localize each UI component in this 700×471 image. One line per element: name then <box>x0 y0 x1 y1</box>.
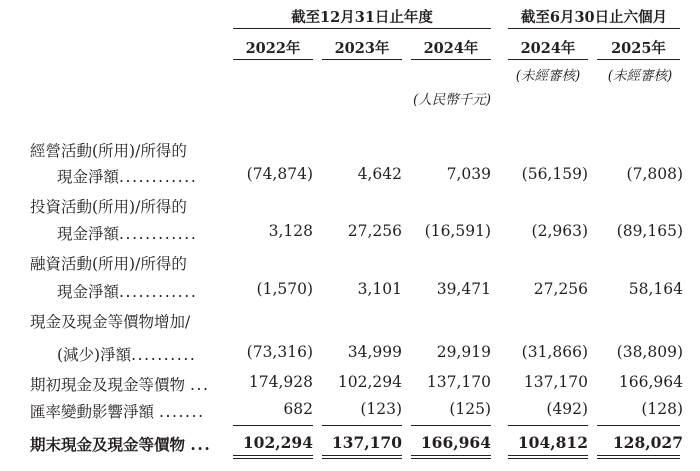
total-double-rule-2025-h1 <box>597 455 680 459</box>
row-label-closing-cash: 期末現金及現金等價物 ... <box>30 435 212 454</box>
total-top-rule-2022 <box>233 425 313 426</box>
value-operating-2022: (74,874) <box>246 165 313 183</box>
value-investing-2024-h1: (2,963) <box>531 222 588 240</box>
value-financing-2022: (1,570) <box>256 280 313 298</box>
value-fx-effect-2024-h1: (492) <box>546 400 588 418</box>
row-label-net-change: 現金及現金等價物增加/ <box>30 313 191 331</box>
year-header-2023: 2023年 <box>334 40 390 57</box>
value-investing-2023: 27,256 <box>347 222 402 240</box>
value-financing-2024-h1: 27,256 <box>533 280 588 298</box>
value-net-change-2024: 29,919 <box>436 343 491 361</box>
total-top-rule-2024 <box>411 425 491 426</box>
value-net-change-2022: (73,316) <box>246 343 313 361</box>
value-financing-2023: 3,101 <box>357 280 402 298</box>
value-investing-2022: 3,128 <box>268 222 313 240</box>
row-label-operating-line2: 現金淨額............ <box>57 168 198 186</box>
value-opening-cash-2023: 102,294 <box>337 373 402 391</box>
value-investing-2024: (16,591) <box>424 222 491 240</box>
value-fx-effect-2025-h1: (128) <box>641 400 683 418</box>
total-double-rule-2024-h1 <box>508 455 588 459</box>
year-header-2024-h1: 2024年 <box>520 40 576 57</box>
value-closing-cash-2024: 166,964 <box>420 433 491 452</box>
value-net-change-2025-h1: (38,809) <box>616 343 683 361</box>
row-label-investing: 投資活動(所用)/所得的 <box>30 198 187 216</box>
row-label-operating: 經營活動(所用)/所得的 <box>30 142 187 160</box>
total-top-rule-2025-h1 <box>597 425 680 426</box>
value-financing-2024: 39,471 <box>436 280 491 298</box>
year-header-2025-h1: 2025年 <box>611 40 666 57</box>
value-opening-cash-2024: 137,170 <box>426 373 491 391</box>
value-operating-2024: 7,039 <box>446 165 491 183</box>
value-operating-2025-h1: (7,808) <box>626 165 683 183</box>
year-header-2024: 2024年 <box>423 40 479 57</box>
header-group-annual: 截至12月31日止年度 <box>291 9 433 26</box>
total-top-rule-2024-h1 <box>508 425 588 426</box>
total-double-rule-2023 <box>322 455 402 459</box>
row-label-fx-effect: 匯率變動影響淨額 ....... <box>30 403 205 421</box>
value-closing-cash-2023: 137,170 <box>331 433 402 452</box>
value-operating-2024-h1: (56,159) <box>521 165 588 183</box>
year-rule-2024 <box>411 59 491 60</box>
value-investing-2025-h1: (89,165) <box>616 222 683 240</box>
value-net-change-2023: 34,999 <box>347 343 402 361</box>
header-group-half-year: 截至6月30日止六個月 <box>520 9 668 26</box>
unaudited-note-2024: (未經審核) <box>515 68 581 84</box>
row-label-financing-line2: 現金淨額............ <box>57 283 198 301</box>
value-opening-cash-2024-h1: 137,170 <box>523 373 588 391</box>
value-fx-effect-2022: 682 <box>283 400 313 418</box>
value-financing-2025-h1: 58,164 <box>628 280 683 298</box>
value-fx-effect-2023: (123) <box>360 400 402 418</box>
header-group-annual-rule <box>233 28 491 29</box>
value-fx-effect-2024: (125) <box>449 400 491 418</box>
value-net-change-2024-h1: (31,866) <box>521 343 588 361</box>
year-rule-2025-h1 <box>597 59 680 60</box>
unit-label: (人民幣千元) <box>412 92 491 108</box>
value-opening-cash-2022: 174,928 <box>248 373 313 391</box>
row-label-net-change-line2: (減少)淨額.......... <box>57 346 197 364</box>
year-header-2022: 2022年 <box>245 40 301 57</box>
value-closing-cash-2024-h1: 104,812 <box>517 433 588 452</box>
value-operating-2023: 4,642 <box>357 165 402 183</box>
row-label-financing: 融資活動(所用)/所得的 <box>30 255 187 273</box>
row-label-investing-line2: 現金淨額............ <box>57 225 198 243</box>
total-double-rule-2022 <box>233 455 313 459</box>
year-rule-2023 <box>322 59 402 60</box>
total-double-rule-2024 <box>411 455 491 459</box>
year-rule-2022 <box>233 59 313 60</box>
value-opening-cash-2025-h1: 166,964 <box>618 373 683 391</box>
row-label-opening-cash: 期初現金及現金等價物 ... <box>30 376 210 394</box>
value-closing-cash-2025-h1: 128,027 <box>612 433 683 452</box>
year-rule-2024-h1 <box>508 59 588 60</box>
unaudited-note-2025: (未經審核) <box>607 68 673 84</box>
header-group-half-year-rule <box>508 28 680 29</box>
value-closing-cash-2022: 102,294 <box>242 433 313 452</box>
total-top-rule-2023 <box>322 425 402 426</box>
